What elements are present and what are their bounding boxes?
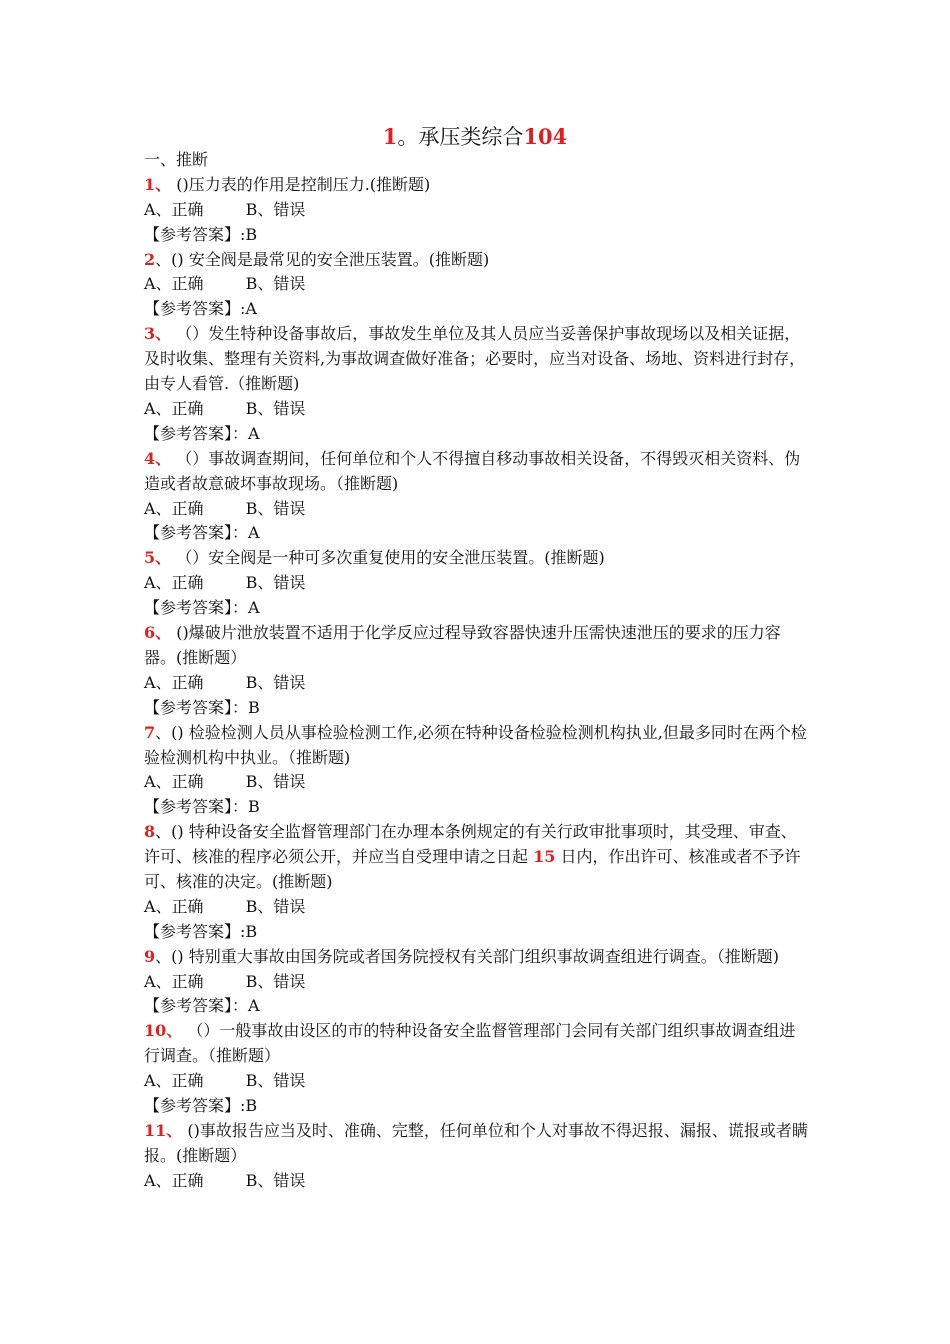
option-b: B、错误 [245, 971, 306, 991]
options-row [144, 671, 809, 696]
answer-label: 【参考答案】 [144, 697, 233, 717]
question-number: 7 [144, 722, 156, 742]
question-item [144, 820, 809, 945]
title-code: 104 [523, 124, 568, 149]
option-b: B、错误 [245, 896, 306, 916]
answer-row [144, 696, 809, 721]
answer-row [144, 422, 809, 447]
option-b: B、错误 [245, 1170, 306, 1190]
answer-label: 【参考答案】 [144, 423, 233, 443]
title-text: 。承压类综合 [397, 125, 524, 149]
question-item [144, 621, 809, 721]
question-item [144, 721, 809, 821]
answer-label: 【参考答案】 [144, 299, 241, 319]
options-row [144, 1169, 809, 1194]
question-text: （）一般事故由设区的市的特种设备安全监督管理部门会同有关部门组织事故调查组进行调查。（推断题） [144, 1021, 796, 1066]
question-item [144, 1119, 809, 1194]
option-a: A、正确 [144, 398, 204, 418]
option-b: B、错误 [245, 274, 306, 294]
option-a: A、正确 [144, 573, 204, 593]
answer-value: :B [240, 224, 258, 244]
options-row [144, 571, 809, 596]
answer-row [144, 297, 809, 322]
option-a: A、正确 [144, 199, 204, 219]
answer-value: :B [240, 921, 258, 941]
options-row [144, 1069, 809, 1094]
question-item [144, 173, 809, 248]
question-text: （）事故调查期间，任何单位和个人不得擅自移动事故相关设备，不得毁灭相关资料、伪造或者故意破坏事故现场。（推断题) [144, 448, 801, 493]
options-row [144, 895, 809, 920]
answer-row [144, 521, 809, 546]
day-count: 15 [533, 847, 556, 867]
option-a: A、正确 [144, 772, 204, 792]
question-number: 5、 [144, 548, 172, 568]
answer-row [144, 596, 809, 621]
option-a: A、正确 [144, 498, 204, 518]
answer-row [144, 223, 809, 248]
question-text: 、() 特种设备安全监督管理部门在办理本条例规定的有关行政审批事项时，其受理、审查、许可、核准的程序必须公开，并应当自受理申请之日起 [144, 822, 797, 867]
options-row [144, 970, 809, 995]
question-text: （）安全阀是一种可多次重复使用的安全泄压装置。(推断题) [171, 548, 605, 568]
answer-label: 【参考答案】 [144, 598, 233, 618]
question-number: 4、 [144, 448, 172, 468]
question-text: ()爆破片泄放装置不适用于化学反应过程导致容器快速升压需快速泄压的要求的压力容器。(推断题） [144, 623, 781, 667]
question-item [144, 322, 809, 447]
option-a: A、正确 [144, 896, 204, 916]
answer-value: ：B [232, 697, 260, 717]
answer-label: 【参考答案】 [144, 224, 241, 244]
answer-row [144, 994, 809, 1019]
options-row [144, 198, 809, 223]
answer-label: 【参考答案】 [144, 797, 233, 817]
answer-label: 【参考答案】 [144, 996, 233, 1016]
options-row [144, 272, 809, 297]
question-text: （）发生特种设备事故后，事故发生单位及其人员应当妥善保护事故现场以及相关证据，及时收集、整理有关资料,为事故调查做好准备；必要时，应当对设备、场地、资料进行封存，由专人看管.（推断题) [144, 324, 806, 394]
answer-label: 【参考答案】 [144, 523, 233, 543]
question-text-cont: 日内，作出许可、核准或者不予许可、核准的决定。(推断题) [144, 847, 801, 891]
option-a: A、正确 [144, 971, 204, 991]
option-b: B、错误 [245, 1071, 306, 1091]
answer-label: 【参考答案】 [144, 921, 241, 941]
question-list [144, 148, 809, 1194]
options-row [144, 770, 809, 795]
question-number: 9 [144, 946, 156, 966]
answer-value: :B [240, 1096, 258, 1116]
answer-row [144, 1094, 809, 1119]
option-b: B、错误 [245, 573, 306, 593]
question-number: 2 [144, 249, 156, 269]
answer-row [144, 795, 809, 820]
answer-value: ：A [232, 423, 260, 443]
option-b: B、错误 [245, 199, 306, 219]
options-row [144, 497, 809, 522]
question-number: 1、 [144, 174, 172, 194]
answer-value: :A [240, 299, 257, 319]
answer-value: ：B [232, 797, 260, 817]
option-b: B、错误 [245, 398, 306, 418]
question-number: 3、 [144, 324, 172, 344]
option-a: A、正确 [144, 1170, 204, 1190]
option-b: B、错误 [245, 772, 306, 792]
question-text: ()事故报告应当及时、准确、完整，任何单位和个人对事故不得迟报、漏报、谎报或者瞒报。(推断题） [144, 1120, 808, 1165]
question-item [144, 1019, 809, 1119]
question-text: ()压力表的作用是控制压力.(推断题) [171, 174, 431, 194]
option-a: A、正确 [144, 274, 204, 294]
question-item [144, 945, 809, 1020]
question-number: 10、 [144, 1021, 183, 1041]
question-item [144, 447, 809, 547]
answer-value: ：A [232, 598, 260, 618]
question-item [144, 248, 809, 323]
question-text: 、() 特别重大事故由国务院或者国务院授权有关部门组织事故调查组进行调查。（推断题) [155, 946, 779, 966]
answer-label: 【参考答案】 [144, 1096, 241, 1116]
question-item [144, 546, 809, 621]
options-row [144, 397, 809, 422]
answer-value: ：A [232, 523, 260, 543]
option-b: B、错误 [245, 672, 306, 692]
question-text: 、() 检验检测人员从事检验检测工作,必须在特种设备检验检测机构执业,但最多同时在两个检验检测机构中执业。（推断题) [144, 722, 807, 767]
question-text: 、() 安全阀是最常见的安全泄压装置。(推断题) [155, 249, 490, 269]
answer-row [144, 920, 809, 945]
question-number: 11、 [144, 1120, 183, 1140]
option-a: A、正确 [144, 672, 204, 692]
answer-value: ：A [232, 996, 260, 1016]
title-number: 1 [382, 124, 398, 149]
option-a: A、正确 [144, 1071, 204, 1091]
option-b: B、错误 [245, 498, 306, 518]
question-number: 8 [144, 822, 156, 842]
section-heading: 一、推断 [144, 150, 209, 169]
question-number: 6、 [144, 623, 172, 642]
